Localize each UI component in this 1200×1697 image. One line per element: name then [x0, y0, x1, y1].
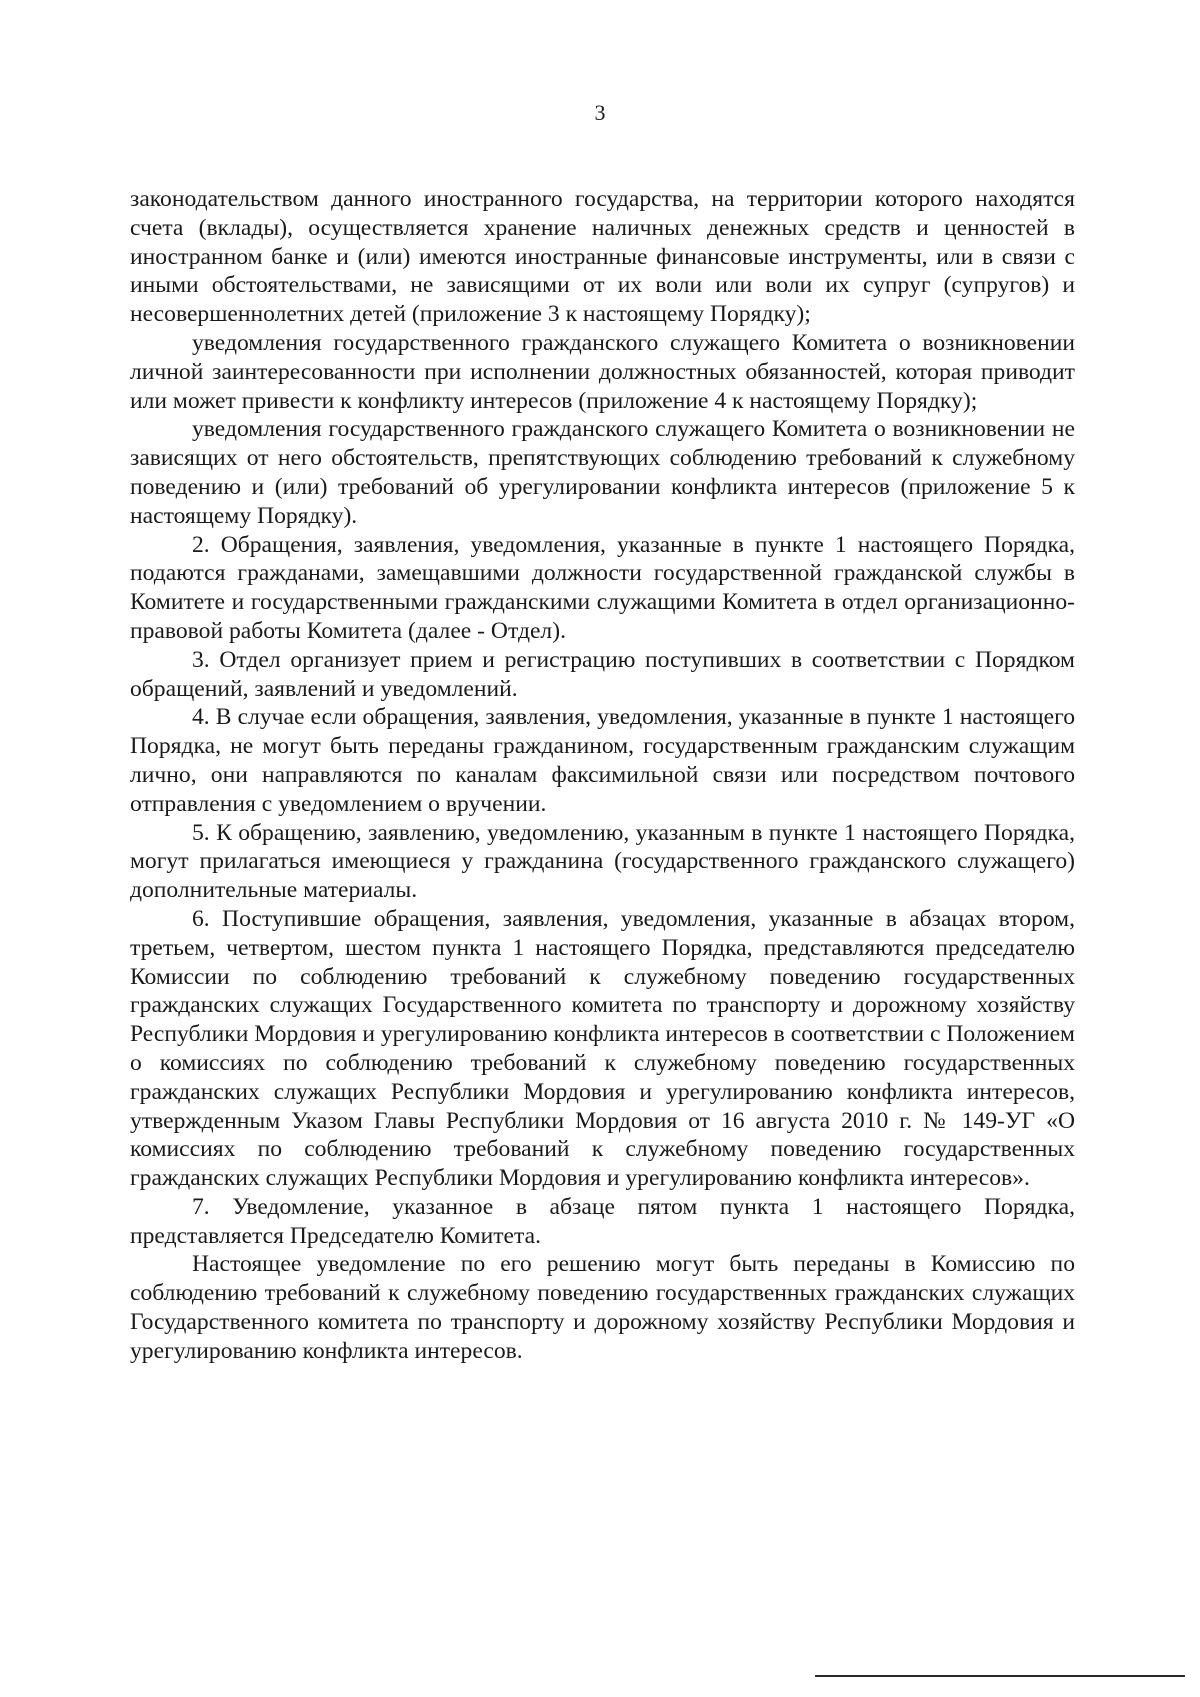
footer-rule: [815, 1675, 1185, 1677]
paragraph-final: Настоящее уведомление по его решению могут быть переданы в Комиссию по соблюдению требований к служебному поведению государственных гражданских служащих Государственного комитета по транспорту и дорожному хозяйству Республики Мордовия и урегулированию конфликта интересов.: [130, 1251, 1075, 1364]
page-number: 3: [594, 100, 606, 125]
paragraph-item-4: 4. В случае если обращения, заявления, уведомления, указанные в пункте 1 настоящего Порядка, не могут быть переданы гражданином, государственным гражданским служащим лично, они направляются по каналам факсимильной связи или посредством почтового отправления с уведомлением о вручении.: [130, 704, 1075, 817]
paragraph-notice-circumstances: уведомления государственного гражданского служащего Комитета о возникновении не зависящих от него обстоятельств, препятствующих соблюдению требований к служебному поведению и (или) требований об урегулировании конфликта интересов (приложение 5 к настоящему Порядку).: [130, 416, 1075, 529]
paragraph-continuation: законодательством данного иностранного государства, на территории которого находятся счета (вклады), осуществляется хранение наличных денежных средств и ценностей в иностранном банке и (или) имеются иностранные финансовые инструменты, или в связи с иными обстоятельствами, не зависящими от их воли или воли их супруг (супругов) и несовершеннолетних детей (приложение 3 к настоящему Порядку);: [130, 186, 1075, 328]
paragraph-item-2: 2. Обращения, заявления, уведомления, указанные в пункте 1 настоящего Порядка, подаются гражданами, замещавшими должности государственной гражданской службы в Комитете и государственными гражданскими служащими Комитета в отдел организационно-правовой работы Комитета (далее - Отдел).: [130, 531, 1075, 644]
paragraph-item-6: 6. Поступившие обращения, заявления, уведомления, указанные в абзацах втором, третьем, четвертом, шестом пункта 1 настоящего Порядка, представляются председателю Комиссии по соблюдению требований к служебному поведению государственных гражданских служащих Государственного комитета по транспорту и дорожному хозяйству Республики Мордовия и урегулированию конфликта интересов в соответствии с Положением о комиссиях по соблюдению требований к служебному поведению государственных гражданских служащих Республики Мордовия и урегулированию конфликта интересов, утвержденным Указом Главы Республики Мордовия от 16 августа 2010 г. № 149-УГ «О комиссиях по соблюдению требований к служебному поведению государственных гражданских служащих Республики Мордовия и урегулированию конфликта интересов».: [130, 905, 1075, 1192]
paragraph-notice-personal-interest: уведомления государственного гражданского служащего Комитета о возникновении личной заинтересованности при исполнении должностных обязанностей, которая приводит или может привести к конфликту интересов (приложение 4 к настоящему Порядку);: [130, 329, 1075, 414]
paragraph-item-7: 7. Уведомление, указанное в абзаце пятом пункта 1 настоящего Порядка, представляется Председателю Комитета.: [130, 1193, 1075, 1249]
paragraph-item-3: 3. Отдел организует прием и регистрацию поступивших в соответствии с Порядком обращений, заявлений и уведомлений.: [130, 646, 1075, 702]
paragraph-item-5: 5. К обращению, заявлению, уведомлению, указанным в пункте 1 настоящего Порядка, могут прилагаться имеющиеся у гражданина (государственного гражданского служащего) дополнительные материалы.: [130, 819, 1075, 904]
document-body: [130, 185, 1075, 1366]
